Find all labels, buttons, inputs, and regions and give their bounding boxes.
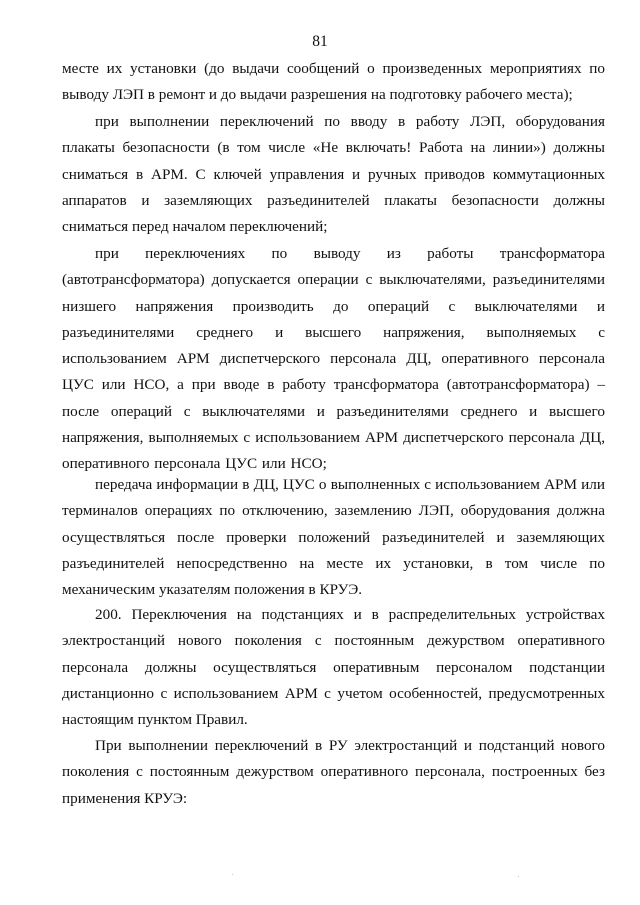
paragraph-continuation: месте их установки (до выдачи сообщений о произведенных мероприятиях по выводу ЛЭП в ремонт и до выдачи разрешения на подготовку рабочего места); xyxy=(62,60,605,104)
scan-artifact xyxy=(518,876,519,877)
paragraph-posters-removal: при выполнении переключений по вводу в работу ЛЭП, оборудования плакаты безопасности (в том числе «Не включать! Работа на линии») должны сниматься в АРМ. С ключей управления и ручных приводов коммутационных аппаратов и заземляющих разъединителей плакаты безопасности должны сниматься перед началом переключений; xyxy=(62,113,605,236)
paragraph-transformer-switching: при переключениях по выводу из работы трансформатора (автотрансформатора) допускается операции с выключателями, разъединителями низшего напряжения производить до операций с выключателями и разъединителями среднего и высшего напряжения, выполняемых с использованием АРМ диспетчерского персонала ДЦ, оперативного персонала ЦУС или НСО, а при вводе в работу трансформатора (автотрансформатора) – после операций с выключателями и разъединителями среднего и высшего напряжения, выполняемых с использованием АРМ диспетчерского персонала ДЦ, оперативного персонала ЦУС или НСО; xyxy=(62,245,605,473)
scan-artifact xyxy=(232,874,233,875)
paragraph-without-kruie: При выполнении переключений в РУ электростанций и подстанций нового поколения с постоянным дежурством оперативного персонала, построенных без применения КРУЭ: xyxy=(62,737,605,807)
page-number: 81 xyxy=(312,33,328,50)
paragraph-info-transfer: передача информации в ДЦ, ЦУС о выполненных с использованием АРМ или терминалов операциях по отключению, заземлению ЛЭП, оборудования должна осуществляться после проверки положений разъединителей и заземляющих разъединителей непосредственно на месте их установки, в том числе по механическим указателям положения в КРУЭ. xyxy=(62,476,605,599)
paragraph-clause-200: 200. Переключения на подстанциях и в распределительных устройствах электростанций нового поколения с постоянным дежурством оперативного персонала должны осуществляться оперативным персоналом подстанции дистанционно с использованием АРМ с учетом особенностей, предусмотренных настоящим пунктом Правил. xyxy=(62,606,605,729)
